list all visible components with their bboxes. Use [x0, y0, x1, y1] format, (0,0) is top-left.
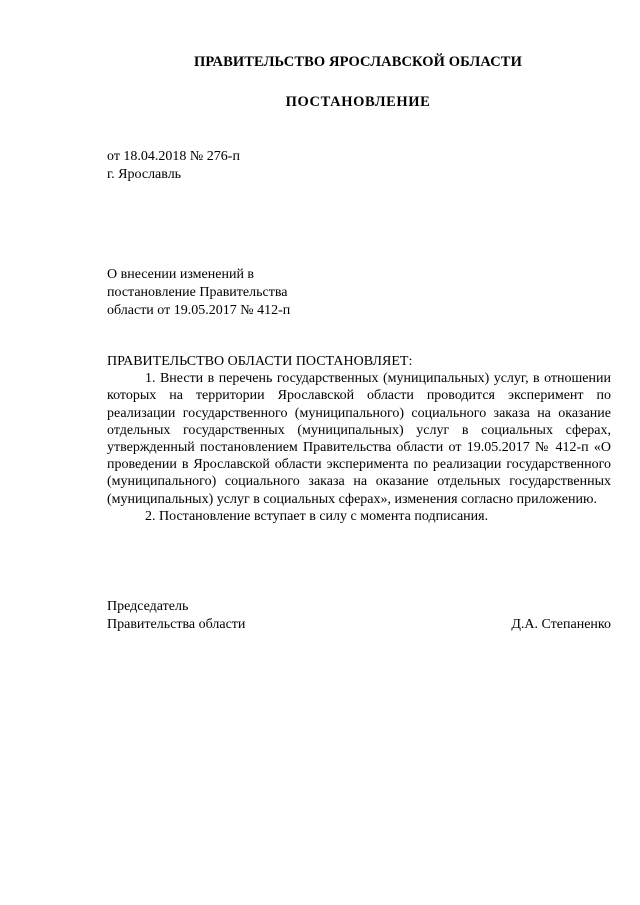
subject-line: О внесении изменений в: [107, 267, 255, 282]
decree-item-1: 1. Внести в перечень государственных (муниципальных) услуг, в отношении которых на территории Ярославской области проводится эксперимент по реализации государственного (муниципального) социального заказа на оказание отдельных государственных (муниципальных) услуг в социальных сферах, утвержденный постановлением Правительства области от 19.05.2017 № 412-п «О проведении в Ярославской области эксперимента по реализации государственного (муниципального) социального заказа на оказание отдельных государственных (муниципальных) услуг в социальных сферах», изменения согласно приложению.: [107, 371, 611, 507]
government-title: ПРАВИТЕЛЬСТВО ЯРОСЛАВСКОЙ ОБЛАСТИ: [194, 54, 522, 70]
resolves-heading: ПРАВИТЕЛЬСТВО ОБЛАСТИ ПОСТАНОВЛЯЕТ:: [107, 354, 413, 369]
document-type: ПОСТАНОВЛЕНИЕ: [285, 94, 431, 110]
subject-line: области от 19.05.2017 № 412-п: [107, 303, 291, 318]
signature-row: [107, 616, 611, 634]
city: г. Ярославль: [107, 167, 182, 182]
document-subject: [107, 266, 290, 320]
document-meta: [107, 148, 240, 184]
signer-position: Председатель: [107, 599, 189, 614]
date-number: от 18.04.2018 № 276-п: [107, 149, 240, 164]
signer-name: Д.А. Степаненко: [511, 617, 611, 632]
decree-item-2: 2. Постановление вступает в силу с момента подписания.: [145, 508, 489, 524]
decree-body: [107, 353, 611, 525]
signature-block: [107, 598, 611, 634]
signer-position-2: Правительства области: [107, 617, 246, 632]
subject-line: постановление Правительства: [107, 285, 288, 300]
